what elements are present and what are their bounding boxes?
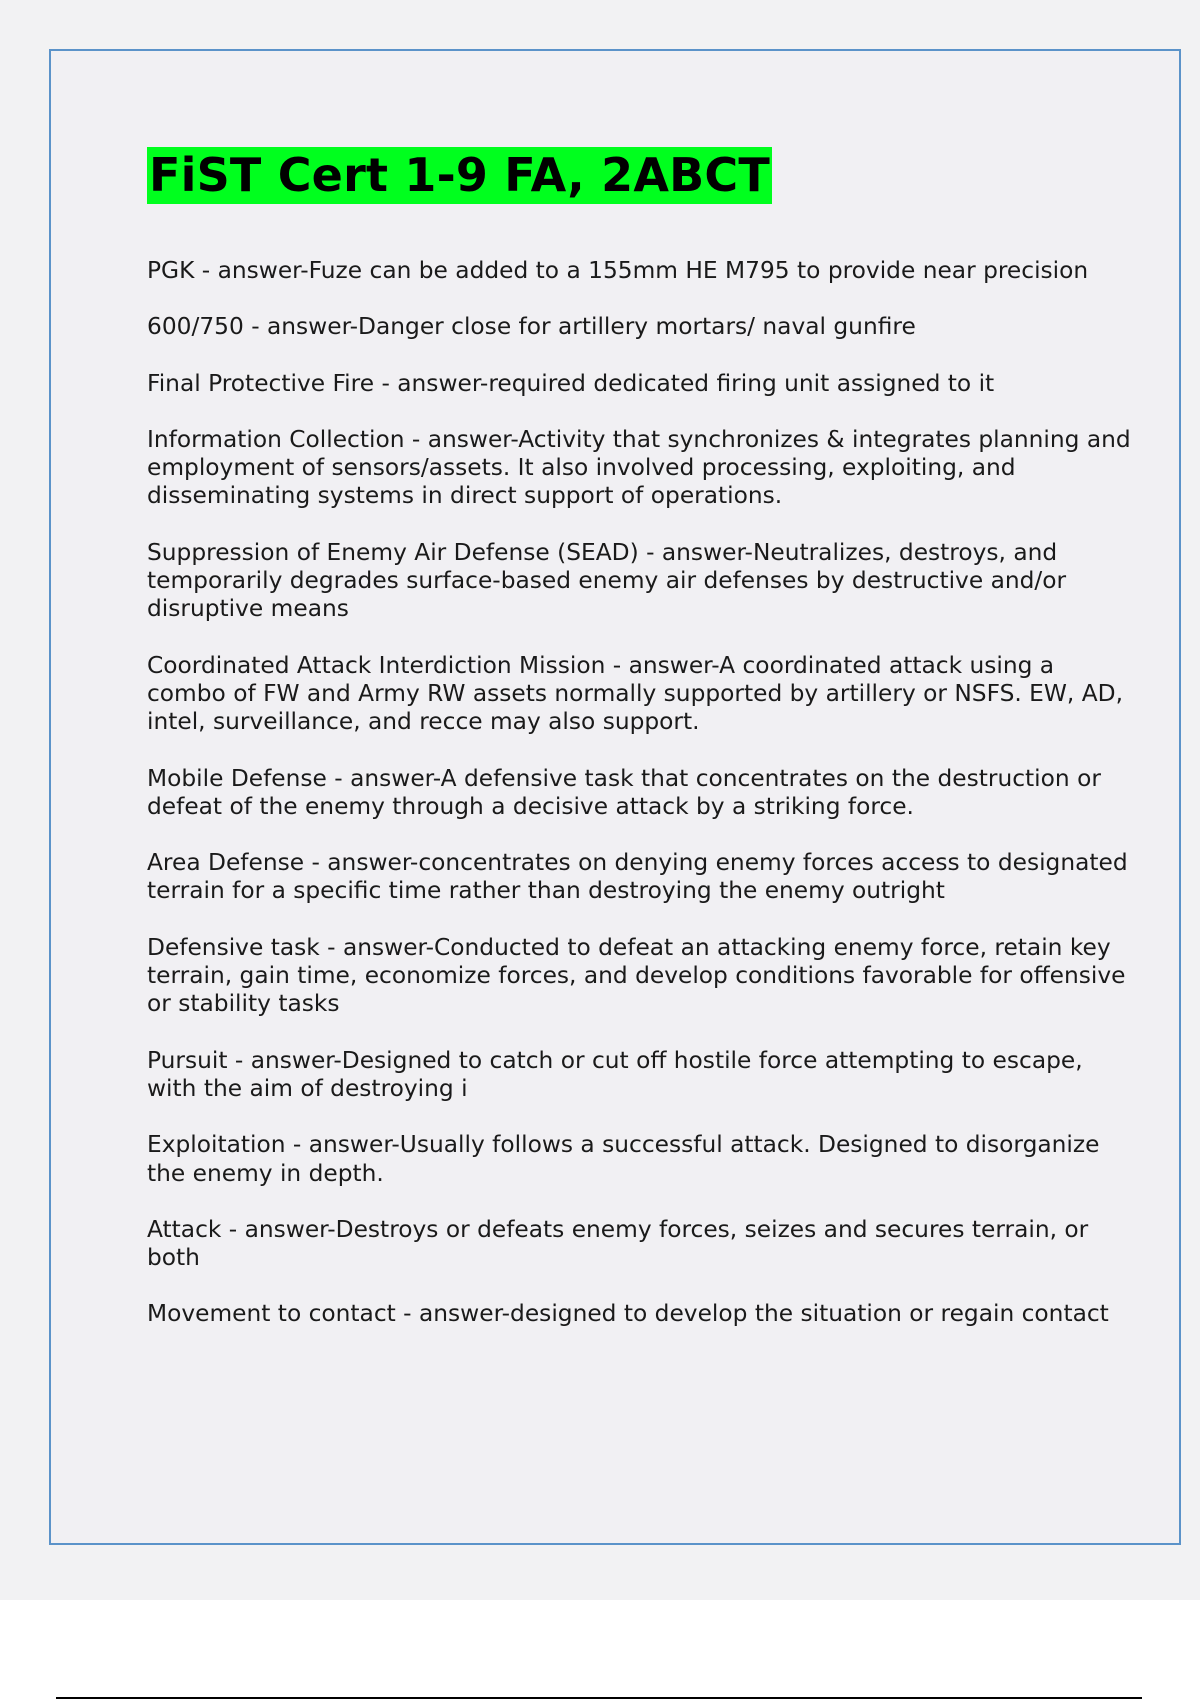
qa-item: Attack - answer-Destroys or defeats enemy forces, seizes and secures terrain, or both (147, 1215, 1089, 1272)
qa-item: Defensive task - answer-Conducted to defeat an attacking enemy force, retain key terrain, gain time, economize forces, and develop conditions favorable for offensive or stability tasks (147, 933, 1126, 1018)
qa-list (147, 257, 1137, 1357)
qa-item: Area Defense - answer-concentrates on denying enemy forces access to designated terrain for a specific time rather than destroying the enemy outright (147, 849, 1128, 905)
qa-item: Coordinated Attack Interdiction Mission - answer-A coordinated attack using a combo of FW and Army RW assets normally supported by artillery or NSFS. EW, AD, intel, surveillance, and recce may also support. (147, 651, 1124, 736)
qa-item: 600/750 - answer-Danger close for artillery mortars/ naval gunfire (147, 313, 916, 341)
qa-item: Movement to contact - answer-designed to develop the situation or regain contact (147, 1300, 1109, 1328)
qa-item: Suppression of Enemy Air Defense (SEAD) - answer-Neutralizes, destroys, and temporarily degrades surface-based enemy air defenses by destructive and/or disruptive means (147, 538, 1067, 623)
qa-item: Final Protective Fire - answer-required dedicated firing unit assigned to it (147, 369, 995, 397)
qa-item: PGK - answer-Fuze can be added to a 155mm HE M795 to provide near precision (147, 257, 1089, 284)
qa-item: Pursuit - answer-Designed to catch or cut off hostile force attempting to escape, with the aim of destroying i (147, 1046, 1083, 1102)
qa-item: Mobile Defense - answer-A defensive task that concentrates on the destruction or defeat of the enemy through a decisive attack by a striking force. (147, 764, 1101, 820)
document-title: FiST Cert 1-9 FA, 2ABCT (149, 148, 770, 202)
qa-item: Information Collection - answer-Activity that synchronizes & integrates planning and employment of sensors/assets. It also involved processing, exploiting, and disseminating systems in direct support of operations. (147, 425, 1131, 510)
footer-divider (56, 1697, 1142, 1699)
document-frame (49, 49, 1181, 1545)
qa-item: Exploitation - answer-Usually follows a successful attack. Designed to disorganize the enemy in depth. (147, 1131, 1100, 1187)
